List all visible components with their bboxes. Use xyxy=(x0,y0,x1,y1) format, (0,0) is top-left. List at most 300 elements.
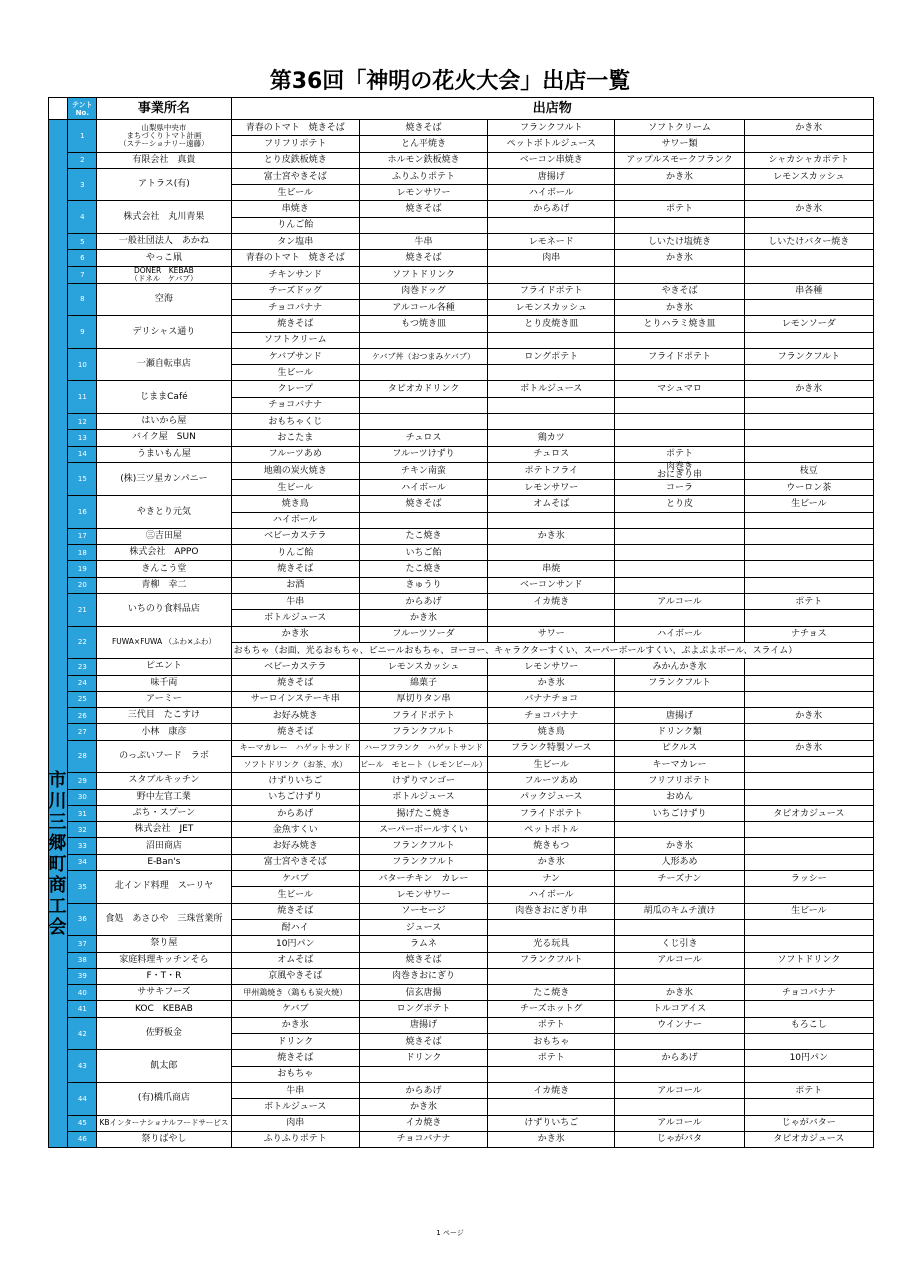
table-row xyxy=(49,201,874,217)
menu-item-cell: 焼きそば xyxy=(359,250,487,266)
menu-item-cell: イカ焼き xyxy=(359,1115,487,1131)
menu-item-cell xyxy=(359,414,487,430)
menu-item-cell: たこ焼き xyxy=(488,985,615,1001)
menu-item-cell: シャカシャカポテト xyxy=(744,152,873,168)
menu-item-cell: 綿菓子 xyxy=(359,675,487,691)
menu-item-cell: けずりいちご xyxy=(488,1115,615,1131)
menu-item-cell: 肉巻ドッグ xyxy=(359,283,487,299)
menu-item-cell: フランクフルト xyxy=(359,854,487,870)
menu-item-cell: ポテト xyxy=(744,1082,873,1098)
menu-item-cell xyxy=(744,936,873,952)
business-name: 飢太郎 xyxy=(97,1050,231,1083)
menu-item-cell: フライドポテト xyxy=(488,283,615,299)
menu-item-cell: ホルモン鉄板焼き xyxy=(359,152,487,168)
menu-item-cell: コーラ xyxy=(615,479,744,495)
menu-item-cell: チキン南蛮 xyxy=(359,462,487,479)
table-row xyxy=(49,871,874,887)
table-row xyxy=(49,724,874,740)
tent-number: 31 xyxy=(68,805,97,821)
business-name: いちのり食料品店 xyxy=(97,594,231,627)
tent-number: 43 xyxy=(68,1050,97,1083)
tent-number: 40 xyxy=(68,985,97,1001)
menu-item-cell xyxy=(744,217,873,233)
business-name: 味千両 xyxy=(97,675,231,691)
menu-item-cell: レモネード xyxy=(488,234,615,250)
menu-item-cell xyxy=(744,545,873,561)
menu-item-cell: 焼きそば xyxy=(359,120,487,136)
tent-number: 23 xyxy=(68,659,97,675)
menu-item-cell: 生ビール xyxy=(231,185,359,201)
menu-item-cell: フランクフルト xyxy=(615,675,744,691)
menu-item-cell: 牛串 xyxy=(359,234,487,250)
tent-number: 7 xyxy=(68,266,97,283)
menu-item-cell: パックジュース xyxy=(488,789,615,805)
menu-item-cell: しいたけバター焼き xyxy=(744,234,873,250)
menu-item-cell: 生ビール xyxy=(488,756,615,772)
business-name: 三代目 たこすけ xyxy=(97,708,231,724)
business-name: (株)三ツ星カンパニー xyxy=(97,462,231,495)
menu-item-cell xyxy=(744,691,873,707)
menu-item-cell xyxy=(615,577,744,593)
menu-item-cell: からあげ xyxy=(231,805,359,821)
menu-item-cell: 生ビール xyxy=(231,887,359,903)
menu-item-cell: ラッシー xyxy=(744,871,873,887)
menu-item-cell: ケバブ xyxy=(231,871,359,887)
menu-item-cell: レモンサワー xyxy=(488,659,615,675)
table-row xyxy=(49,561,874,577)
menu-item-cell: 生ビール xyxy=(231,365,359,381)
menu-item-cell xyxy=(488,968,615,984)
business-name: じままCafé xyxy=(97,381,231,414)
menu-item-cell: 焼きもつ xyxy=(488,838,615,854)
menu-item-cell xyxy=(615,217,744,233)
page-title: 第36回「神明の花火大会」出店一覧 xyxy=(269,69,631,94)
menu-item-cell: 信玄唐揚 xyxy=(359,985,487,1001)
menu-item-cell: ベーコン串焼き xyxy=(488,152,615,168)
menu-item-cell: かき氷 xyxy=(488,1131,615,1147)
tent-number: 11 xyxy=(68,381,97,414)
tent-number: 5 xyxy=(68,234,97,250)
business-name: きんこう堂 xyxy=(97,561,231,577)
menu-item-cell: マシュマロ xyxy=(615,381,744,397)
table-row xyxy=(49,528,874,544)
menu-item-cell: ポテト xyxy=(488,1050,615,1066)
menu-item-cell xyxy=(359,397,487,413)
menu-item-cell: もろこし xyxy=(744,1017,873,1033)
menu-item-cell: 富士宮やきそば xyxy=(231,854,359,870)
menu-item-cell: たこ焼き xyxy=(359,528,487,544)
menu-item-cell: 富士宮やきそば xyxy=(231,168,359,184)
table-row xyxy=(49,691,874,707)
menu-item-cell: チョコバナナ xyxy=(231,299,359,315)
business-name: 沼田商店 xyxy=(97,838,231,854)
menu-item-cell xyxy=(615,1066,744,1082)
table-row xyxy=(49,1001,874,1017)
menu-item-cell xyxy=(744,1066,873,1082)
menu-item-cell: かき氷 xyxy=(359,1099,487,1115)
table-row xyxy=(49,740,874,756)
menu-item-cell xyxy=(615,512,744,528)
menu-item-cell: レモンスカッシュ xyxy=(744,168,873,184)
tent-number: 15 xyxy=(68,462,97,495)
menu-item-cell xyxy=(359,512,487,528)
tent-number: 13 xyxy=(68,430,97,446)
table-row xyxy=(49,854,874,870)
menu-item-cell: フランクフルト xyxy=(488,120,615,136)
menu-item-cell: かき氷 xyxy=(488,675,615,691)
table-row xyxy=(49,968,874,984)
menu-item-cell: ロングポテト xyxy=(488,348,615,364)
header-row xyxy=(49,98,874,120)
table-row xyxy=(49,120,874,136)
header-group-blank xyxy=(49,98,68,120)
tent-number: 8 xyxy=(68,283,97,316)
menu-item-cell xyxy=(744,332,873,348)
menu-item-cell: 人形あめ xyxy=(615,854,744,870)
menu-item-cell: レモンスカッシュ xyxy=(488,299,615,315)
menu-item-cell: かき氷 xyxy=(231,1017,359,1033)
menu-item-cell: ロングポテト xyxy=(359,1001,487,1017)
menu-item-cell: ソフトクリーム xyxy=(231,332,359,348)
menu-item-cell: ソーセージ xyxy=(359,903,487,919)
menu-item-cell xyxy=(744,446,873,462)
business-name: 有限会社 真貴 xyxy=(97,152,231,168)
menu-item-cell: レモンサワー xyxy=(359,887,487,903)
menu-item-cell: ハイボール xyxy=(488,185,615,201)
tent-number: 38 xyxy=(68,952,97,968)
tent-number: 24 xyxy=(68,675,97,691)
menu-item-cell: かき氷 xyxy=(744,381,873,397)
menu-item-cell: ポテト xyxy=(744,594,873,610)
table-row xyxy=(49,789,874,805)
menu-item-cell: かき氷 xyxy=(615,250,744,266)
tent-number: 21 xyxy=(68,594,97,627)
menu-item-cell: バターチキン カレー xyxy=(359,871,487,887)
menu-item-cell: いちごけずり xyxy=(231,789,359,805)
menu-item-cell: フランクフルト xyxy=(488,952,615,968)
menu-item-cell: からあげ xyxy=(488,201,615,217)
menu-item-cell: 甲州鶏焼き（鶏もも炭火焼） xyxy=(231,985,359,1001)
menu-item-cell: けずりいちご xyxy=(231,773,359,789)
tent-number: 17 xyxy=(68,528,97,544)
business-name: 青柳 幸二 xyxy=(97,577,231,593)
menu-item-cell: おもちゃくじ xyxy=(231,414,359,430)
menu-item-cell xyxy=(615,430,744,446)
menu-item-cell xyxy=(488,217,615,233)
business-name: ササキフーズ xyxy=(97,985,231,1001)
menu-item-cell: フライドポテト xyxy=(359,708,487,724)
menu-item-cell: とり皮焼き皿 xyxy=(488,316,615,332)
menu-item-cell: 青春のトマト 焼きそば xyxy=(231,250,359,266)
menu-item-cell: 10円パン xyxy=(744,1050,873,1066)
menu-item-cell: チョコバナナ xyxy=(488,708,615,724)
menu-item-cell: 光る玩具 xyxy=(488,936,615,952)
tent-number: 9 xyxy=(68,316,97,349)
business-name: やきとり元気 xyxy=(97,496,231,529)
menu-item-cell: 唐揚げ xyxy=(488,168,615,184)
table-row xyxy=(49,1082,874,1098)
tent-number: 3 xyxy=(68,168,97,201)
menu-item-cell xyxy=(744,250,873,266)
tent-number: 4 xyxy=(68,201,97,234)
business-name: 株式会社 丸川青果 xyxy=(97,201,231,234)
menu-item-cell: 金魚すくい xyxy=(231,822,359,838)
menu-item-cell: 焼きそば xyxy=(359,1034,487,1050)
menu-item-cell: とりハラミ焼き皿 xyxy=(615,316,744,332)
menu-item-cell: アップルスモークフランク xyxy=(615,152,744,168)
menu-item-cell: いちご飴 xyxy=(359,545,487,561)
menu-item-cell: バナナチョコ xyxy=(488,691,615,707)
business-name: バイク屋 SUN xyxy=(97,430,231,446)
menu-item-cell xyxy=(744,512,873,528)
menu-item-cell: 地鶏の炭火焼き xyxy=(231,462,359,479)
menu-item-cell xyxy=(488,919,615,935)
menu-item-cell: サワー xyxy=(488,626,615,642)
menu-item-cell: クレープ xyxy=(231,381,359,397)
table-row xyxy=(49,903,874,919)
menu-item-cell: フランクフルト xyxy=(359,838,487,854)
menu-item-cell: いちごけずり xyxy=(615,805,744,821)
menu-item-cell: もつ焼き皿 xyxy=(359,316,487,332)
business-name: 株式会社 JET xyxy=(97,822,231,838)
menu-item-cell xyxy=(744,773,873,789)
menu-item-cell: チュロス xyxy=(359,430,487,446)
business-name: 一瀬自転車店 xyxy=(97,348,231,381)
menu-item-cell: フランクフルト xyxy=(359,724,487,740)
menu-item-cell: チーズドッグ xyxy=(231,283,359,299)
menu-item-cell: フランクフルト xyxy=(744,348,873,364)
menu-item-cell: チーズホットグ xyxy=(488,1001,615,1017)
menu-item-cell: アルコール各種 xyxy=(359,299,487,315)
business-name: デリシャス通り xyxy=(97,316,231,349)
menu-item-cell xyxy=(744,299,873,315)
menu-item-cell: 生ビール xyxy=(744,496,873,512)
menu-item-cell: ボトルジュース xyxy=(488,381,615,397)
menu-item-cell: レモンスカッシュ xyxy=(359,659,487,675)
business-name: 小林 康彦 xyxy=(97,724,231,740)
table-row xyxy=(49,316,874,332)
menu-item-cell: ウインナー xyxy=(615,1017,744,1033)
business-name: ピエント xyxy=(97,659,231,675)
menu-item-cell xyxy=(744,185,873,201)
table-row xyxy=(49,1017,874,1033)
tent-number: 28 xyxy=(68,740,97,773)
menu-item-cell: 串焼き xyxy=(231,201,359,217)
menu-item-cell xyxy=(615,266,744,283)
header-business-name: 事業所名 xyxy=(97,98,231,120)
menu-item-cell: かき氷 xyxy=(744,201,873,217)
menu-item-cell: 胡瓜のキムチ漬け xyxy=(615,903,744,919)
menu-item-cell xyxy=(744,838,873,854)
business-name: ぷち・スプーン xyxy=(97,805,231,821)
menu-item-cell xyxy=(744,430,873,446)
table-row xyxy=(49,545,874,561)
menu-item-cell: からあげ xyxy=(359,1082,487,1098)
menu-item-cell xyxy=(744,1099,873,1115)
menu-item-cell: イカ焼き xyxy=(488,1082,615,1098)
table-row xyxy=(49,1050,874,1066)
menu-item-cell xyxy=(744,968,873,984)
menu-item-cell: オムそば xyxy=(231,952,359,968)
menu-item-cell xyxy=(744,854,873,870)
menu-item-cell: みかんかき氷 xyxy=(615,659,744,675)
menu-item-cell: かき氷 xyxy=(615,985,744,1001)
tent-number: 26 xyxy=(68,708,97,724)
tent-number: 1 xyxy=(68,120,97,153)
menu-item-cell: ポテト xyxy=(488,1017,615,1033)
business-name: 佐野板金 xyxy=(97,1017,231,1050)
table-row xyxy=(49,708,874,724)
tent-number: 35 xyxy=(68,871,97,904)
menu-item-cell xyxy=(744,397,873,413)
menu-item-cell: おもちゃ xyxy=(488,1034,615,1050)
tent-number: 2 xyxy=(68,152,97,168)
tent-number: 37 xyxy=(68,936,97,952)
menu-item-cell xyxy=(744,561,873,577)
menu-item-cell xyxy=(615,397,744,413)
menu-item-cell: オムそば xyxy=(488,496,615,512)
menu-item-cell: ウーロン茶 xyxy=(744,479,873,495)
tent-number: 33 xyxy=(68,838,97,854)
business-name: アトラス(有) xyxy=(97,168,231,201)
menu-item-cell: ボトルジュース xyxy=(359,789,487,805)
menu-item-cell: 酎ハイ xyxy=(231,919,359,935)
menu-item-cell: フライドポテト xyxy=(488,805,615,821)
menu-item-cell xyxy=(744,675,873,691)
menu-item-cell: ナチョス xyxy=(744,626,873,642)
table-row xyxy=(49,805,874,821)
table-row xyxy=(49,659,874,675)
menu-item-cell: 焼きそば xyxy=(231,316,359,332)
menu-item-cell: チーズナン xyxy=(615,871,744,887)
menu-item-cell xyxy=(488,610,615,626)
table-row xyxy=(49,773,874,789)
menu-item-cell: 焼きそば xyxy=(359,201,487,217)
menu-item-cell: じゃがバター xyxy=(744,1115,873,1131)
menu-item-cell: フルーツソーダ xyxy=(359,626,487,642)
menu-item-cell xyxy=(744,659,873,675)
menu-item-cell xyxy=(615,822,744,838)
table-row xyxy=(49,1115,874,1131)
menu-item-cell xyxy=(488,512,615,528)
menu-item-cell xyxy=(615,1099,744,1115)
menu-item-cell: かき氷 xyxy=(231,626,359,642)
menu-item-cell: 焼きそば xyxy=(231,724,359,740)
business-name: 空海 xyxy=(97,283,231,316)
business-name: 野中左官工業 xyxy=(97,789,231,805)
header-items: 出店物 xyxy=(231,98,873,120)
menu-item-cell: キーマカレー ハゲットサンド xyxy=(231,740,359,756)
menu-item-cell: 生ビール xyxy=(744,903,873,919)
menu-item-cell: ポテト xyxy=(615,201,744,217)
menu-item-cell: ふりふりポテト xyxy=(231,1131,359,1147)
menu-item-cell: きゅうり xyxy=(359,577,487,593)
business-name: スタブルキッチン xyxy=(97,773,231,789)
menu-item-cell: 焼き鳥 xyxy=(231,496,359,512)
table-row xyxy=(49,985,874,1001)
business-name: アーミー xyxy=(97,691,231,707)
tent-number: 42 xyxy=(68,1017,97,1050)
table-row xyxy=(49,675,874,691)
tent-number: 36 xyxy=(68,903,97,936)
menu-item-cell: お好み焼き xyxy=(231,838,359,854)
menu-item-cell: レモンソーダ xyxy=(744,316,873,332)
menu-item-cell: フライドポテト xyxy=(615,348,744,364)
menu-item-cell xyxy=(744,919,873,935)
menu-item-cell: トルコアイス xyxy=(615,1001,744,1017)
menu-item-cell xyxy=(744,136,873,152)
menu-item-cell: とり皮 xyxy=(615,496,744,512)
tent-number: 25 xyxy=(68,691,97,707)
menu-item-cell: お好み焼き xyxy=(231,708,359,724)
business-name: はいから屋 xyxy=(97,414,231,430)
menu-item-cell: 10円パン xyxy=(231,936,359,952)
chamber-group-label: 市川三郷町商工会 xyxy=(49,120,68,1148)
menu-item-cell xyxy=(488,397,615,413)
vendor-table xyxy=(45,97,874,1148)
menu-item-cell: ハイボール xyxy=(359,479,487,495)
tent-number: 6 xyxy=(68,250,97,266)
menu-item-cell: ケバブサンド xyxy=(231,348,359,364)
menu-item-cell: ラムネ xyxy=(359,936,487,952)
menu-item-cell: かき氷 xyxy=(488,528,615,544)
menu-item-cell: かき氷 xyxy=(744,740,873,756)
menu-item-cell: 枝豆 xyxy=(744,462,873,479)
menu-item-cell: レモンサワー xyxy=(488,479,615,495)
menu-item-cell: じゃがバタ xyxy=(615,1131,744,1147)
menu-item-cell xyxy=(615,414,744,430)
menu-item-cell: レモンサワー xyxy=(359,185,487,201)
menu-item-cell xyxy=(744,528,873,544)
menu-item-cell xyxy=(744,577,873,593)
menu-item-cell: ソフトドリンク xyxy=(359,266,487,283)
menu-item-cell: しいたけ塩焼き xyxy=(615,234,744,250)
table-row xyxy=(49,234,874,250)
menu-item-cell: 肉巻き おにぎり串 xyxy=(615,462,744,479)
menu-item-cell xyxy=(744,789,873,805)
business-name: 一般社団法人 あかね xyxy=(97,234,231,250)
table-row xyxy=(49,266,874,283)
menu-item-cell xyxy=(488,414,615,430)
table-row xyxy=(49,822,874,838)
menu-item-cell: フリフリポテト xyxy=(615,773,744,789)
menu-item-cell: ペットボトルジュース xyxy=(488,136,615,152)
menu-item-cell xyxy=(359,365,487,381)
menu-item-cell: かき氷 xyxy=(744,708,873,724)
menu-item-cell: ソフトドリンク（お茶、水） xyxy=(231,756,359,772)
tent-number: 30 xyxy=(68,789,97,805)
tent-number: 18 xyxy=(68,545,97,561)
menu-item-cell xyxy=(615,185,744,201)
menu-item-cell: 焼きそば xyxy=(231,561,359,577)
menu-item-cell: かき氷 xyxy=(615,168,744,184)
table-row xyxy=(49,414,874,430)
menu-item-cell xyxy=(488,266,615,283)
tent-number: 10 xyxy=(68,348,97,381)
menu-item-cell: ハイボール xyxy=(615,626,744,642)
tent-number: 45 xyxy=(68,1115,97,1131)
menu-item-cell: ふりふりポテト xyxy=(359,168,487,184)
menu-item-cell: ボトルジュース xyxy=(231,610,359,626)
menu-item-cell: 串各種 xyxy=(744,283,873,299)
menu-item-cell: りんご飴 xyxy=(231,545,359,561)
menu-item-cell xyxy=(615,561,744,577)
table-row xyxy=(49,430,874,446)
table-row xyxy=(49,250,874,266)
menu-item-cell: ボトルジュース xyxy=(231,1099,359,1115)
menu-item-cell: ビール モヒート（レモンビール） xyxy=(359,756,487,772)
menu-item-cell: お酒 xyxy=(231,577,359,593)
